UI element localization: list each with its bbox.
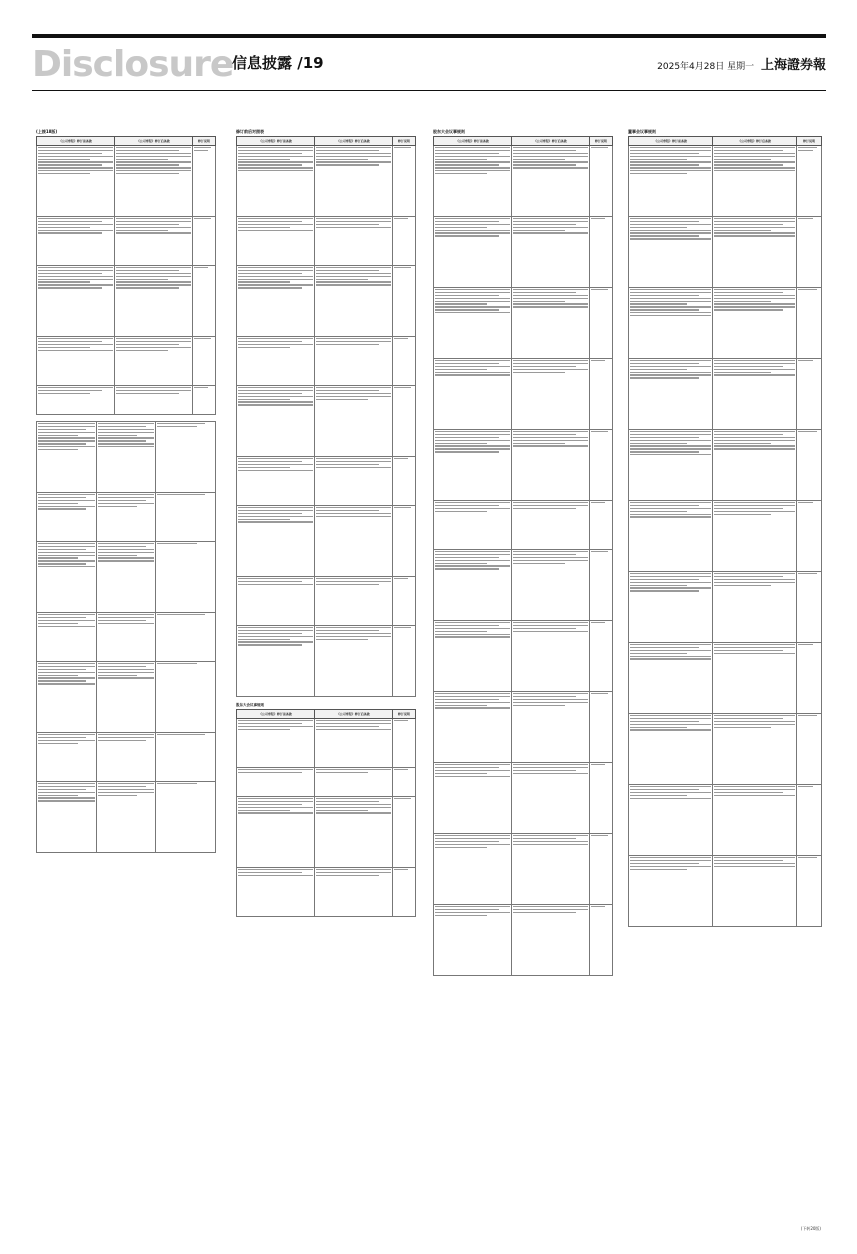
amendment-table xyxy=(433,136,613,976)
amendment-table xyxy=(236,136,416,697)
column-heading: (上接18版) xyxy=(36,129,58,134)
amendment-table xyxy=(36,136,216,415)
header-note: 修订说明 xyxy=(797,137,822,146)
column-heading: 董事会议事规则 xyxy=(628,129,656,134)
header-after: 《公司章程》修订后条款 xyxy=(511,137,589,146)
issue-date: 2025年4月28日 星期一 xyxy=(657,62,755,72)
header-before: 《公司章程》修订前条款 xyxy=(629,137,713,146)
column-1 xyxy=(36,130,216,859)
column-heading: 股东大会议事规则 xyxy=(433,129,465,134)
header-before: 《公司章程》修订前条款 xyxy=(434,137,512,146)
newspaper-name: 上海證券報 xyxy=(760,58,826,73)
section-title: 信息披露 /19 xyxy=(232,54,324,72)
column-3 xyxy=(433,130,613,982)
brand-logo: Disclosure xyxy=(32,44,234,85)
column-2 xyxy=(236,130,416,923)
header-note: 修订说明 xyxy=(392,710,415,719)
column-4 xyxy=(628,130,822,933)
header-after: 《公司章程》修订后条款 xyxy=(713,137,797,146)
header-before: 《公司章程》修订前条款 xyxy=(237,137,315,146)
header-after: 《公司章程》修订后条款 xyxy=(314,710,392,719)
amendment-table xyxy=(236,709,416,917)
header-after: 《公司章程》修订后条款 xyxy=(314,137,392,146)
amendment-table xyxy=(36,421,216,853)
header-before: 《公司章程》修订前条款 xyxy=(237,710,315,719)
continued-note: (下转20版) xyxy=(800,1226,821,1231)
top-rule xyxy=(32,34,826,38)
masthead xyxy=(32,44,826,86)
dateline xyxy=(657,54,826,73)
header-note: 修订说明 xyxy=(392,137,415,146)
masthead-rule xyxy=(32,90,826,91)
header-before: 《公司章程》修订前条款 xyxy=(37,137,115,146)
header-note: 修订说明 xyxy=(589,137,612,146)
column-heading: 修订前后对照表 xyxy=(236,129,264,134)
header-after: 《公司章程》修订后条款 xyxy=(114,137,192,146)
header-note: 修订说明 xyxy=(192,137,215,146)
amendment-table xyxy=(628,136,822,927)
subsection-heading: 股东大会议事规则 xyxy=(236,703,264,707)
